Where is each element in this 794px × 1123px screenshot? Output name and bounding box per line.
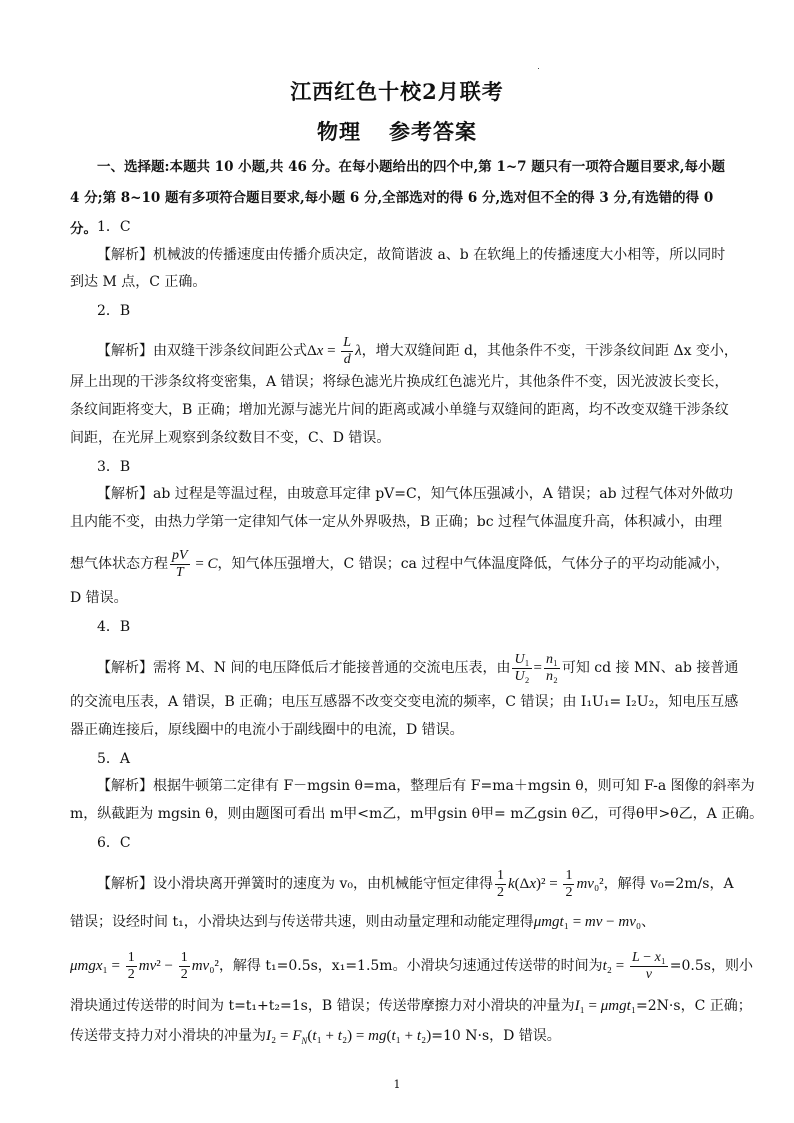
q3-explanation-line [70,548,730,581]
q6-text-j: =10 N·s，D 错误。 [431,1028,561,1044]
section-instructions [70,152,730,183]
section-instructions-2 [70,183,730,245]
answer-label: 参考答案 [389,119,477,144]
q4-explanation-line: 的交流电压表，A 错误，B 正确；电压互感器不改变交变电流的频率，C 错误；由 I₁U₁= I₂U₂，知电压互感 [70,694,739,710]
q5-explanation-line: m，纵截距为 mgsin θ，则由题图可看出 m甲<m乙，m甲gsin θ甲= m乙gsin θ乙，可得θ甲>θ乙，A 正确。 [70,806,764,822]
q4-text-b: 可知 cd 接 MN、ab 接普通 [561,659,739,676]
q6-formula-time: t₂ = $\frac{\text{L − x₁}}{v}$ [602,950,666,982]
q6-explanation-line [70,1026,730,1051]
page-title: 江西红色十校2月联考 [290,79,504,104]
q6-formula-energy: $\frac{1}{2}$ k(Δx)² = $\frac{1}{2}$ mv₀² [496,868,604,900]
q6-answer: 6．C [97,835,131,851]
q3-explanation-line: 【解析】ab 过程是等温过程，由玻意耳定律 pV=C，知气体压强减小，A 错误；ab 过程气体对外做功 [97,486,734,502]
q6-text-e: ，解得 t₁=0.5s，x₁=1.5m。小滑块匀速通过传送带的时间为 [218,957,603,974]
q6-formula-work: μmgx₁ = $\frac{1}{2}$ mv² − $\frac{1}{2}$ mv₀² [70,950,219,982]
q1-explanation-line: 【解析】机械波的传播速度由传播介质决定，故简谐波 a、b 在软绳上的传播速度大小相等，所以同时 [97,247,726,263]
q6-explanation-line [70,996,752,1016]
q4-explanation-line: 器正确连接后，原线圈中的电流小于副线圈中的电流，D 错误。 [70,722,464,738]
q4-explanation-line [70,652,757,685]
q3-text-a: 想气体状态方程 [70,555,168,572]
q2-explanation-line: 条纹间距将变大，B 正确；增加光源与滤光片间的距离或减小单缝与双缝间的距离，均不改变双缝干涉条纹 [70,402,729,418]
q6-formula-impulse-normal: $I_2 = F_N(t_1 + t_2) = mg(t_1 + t_2)$ [266,1028,432,1046]
q4-text-a: 【解析】需将 M、N 间的电压降低后才能接普通的交流电压表，由 [97,659,511,676]
q6-explanation-line [70,868,757,901]
q3-explanation-line: 且内能不变，由热力学第一定律知气体一定从外界吸热，B 正确；bc 过程气体温度升高，体积减小，由理 [70,514,722,530]
q3-formula: $\frac{pV}{T}$ = C [172,548,218,580]
q6-text-c: 错误；设经时间 t₁，小滑块达到与传送带共速，则由动量定理和动能定理得 [70,914,534,930]
page-subtitle [0,116,794,146]
section-line-1: 一、选择题:本题共 10 小题,共 46 分。在每小题给出的四个中,第 1~7 题只有一项符合题目要求,每小题 [97,159,725,175]
q6-explanation-line [70,950,753,983]
page-number: 1 [393,1078,401,1091]
q1-answer: 1．C [97,219,131,235]
q6-text-d: 、 [641,914,656,930]
section-line-2: 4 分;第 8~10 题有多项符合题目要求,每小题 6 分,全部选对的得 6 分,选对但不全的得 3 分,有选错的得 0 分。 [70,190,714,237]
q2-explanation-line: 间距，在光屏上观察到条纹数目不变，C、D 错误。 [70,430,391,446]
q3-answer: 3．B [97,459,131,475]
subject-label: 物理 [317,119,361,144]
q2-text-b: ，增大双缝间距 d，其他条件不变，干涉条纹间距 Δx 变小， [361,342,738,359]
q6-explanation-line [70,912,730,932]
q6-text-a: 【解析】设小滑块离开弹簧时的速度为 v₀，由机械能守恒定律得 [97,875,493,892]
q5-answer: 5．A [97,751,131,767]
q4-answer: 4．B [97,619,131,635]
speck [538,68,539,69]
q6-text-h: =2N·s，C 正确； [636,998,752,1014]
q2-explanation-line: 屏上出现的干涉条纹将变密集，A 错误；将绿色滤光片换成红色滤光片，其他条件不变，因光波波长变长， [70,374,729,390]
q6-formula-impulse-friction: I₁ = μmgt₁ [574,998,637,1014]
q2-explanation-line [70,335,757,368]
q6-formula-momentum: μmgt₁ = mv − mv₀ [533,914,642,930]
q2-formula: Δx = $\frac{L}{d}$ λ [307,335,362,367]
q1-explanation-line: 到达 M 点，C 正确。 [70,274,207,290]
q5-explanation-line: 【解析】根据牛顿第二定律有 F－mgsin θ=ma，整理后有 F=ma＋mgsin θ，则可知 F-a 图像的斜率为 [97,778,755,794]
q4-formula: $\frac{\text{U₁}}{\text{U₂}}$ = $\frac{\text{n₁}}{\text{n₂}}$ [514,652,558,684]
q2-answer: 2．B [97,303,131,319]
q3-text-b: ，知气体压强增大，C 错误；ca 过程中气体温度降低，气体分子的平均动能减小， [217,555,730,572]
q3-explanation-line: D 错误。 [70,590,128,606]
q6-text-f: =0.5s，则小 [669,957,753,974]
q2-text-a: 【解析】由双缝干涉条纹间距公式 [97,342,307,359]
q6-text-b: ，解得 v₀=2m/s，A [603,875,734,892]
q6-text-g: 滑块通过传送带的时间为 t=t₁+t₂=1s，B 错误；传送带摩擦力对小滑块的冲量为 [70,998,575,1014]
q6-text-i: 传送带支持力对小滑块的冲量为 [70,1028,266,1044]
